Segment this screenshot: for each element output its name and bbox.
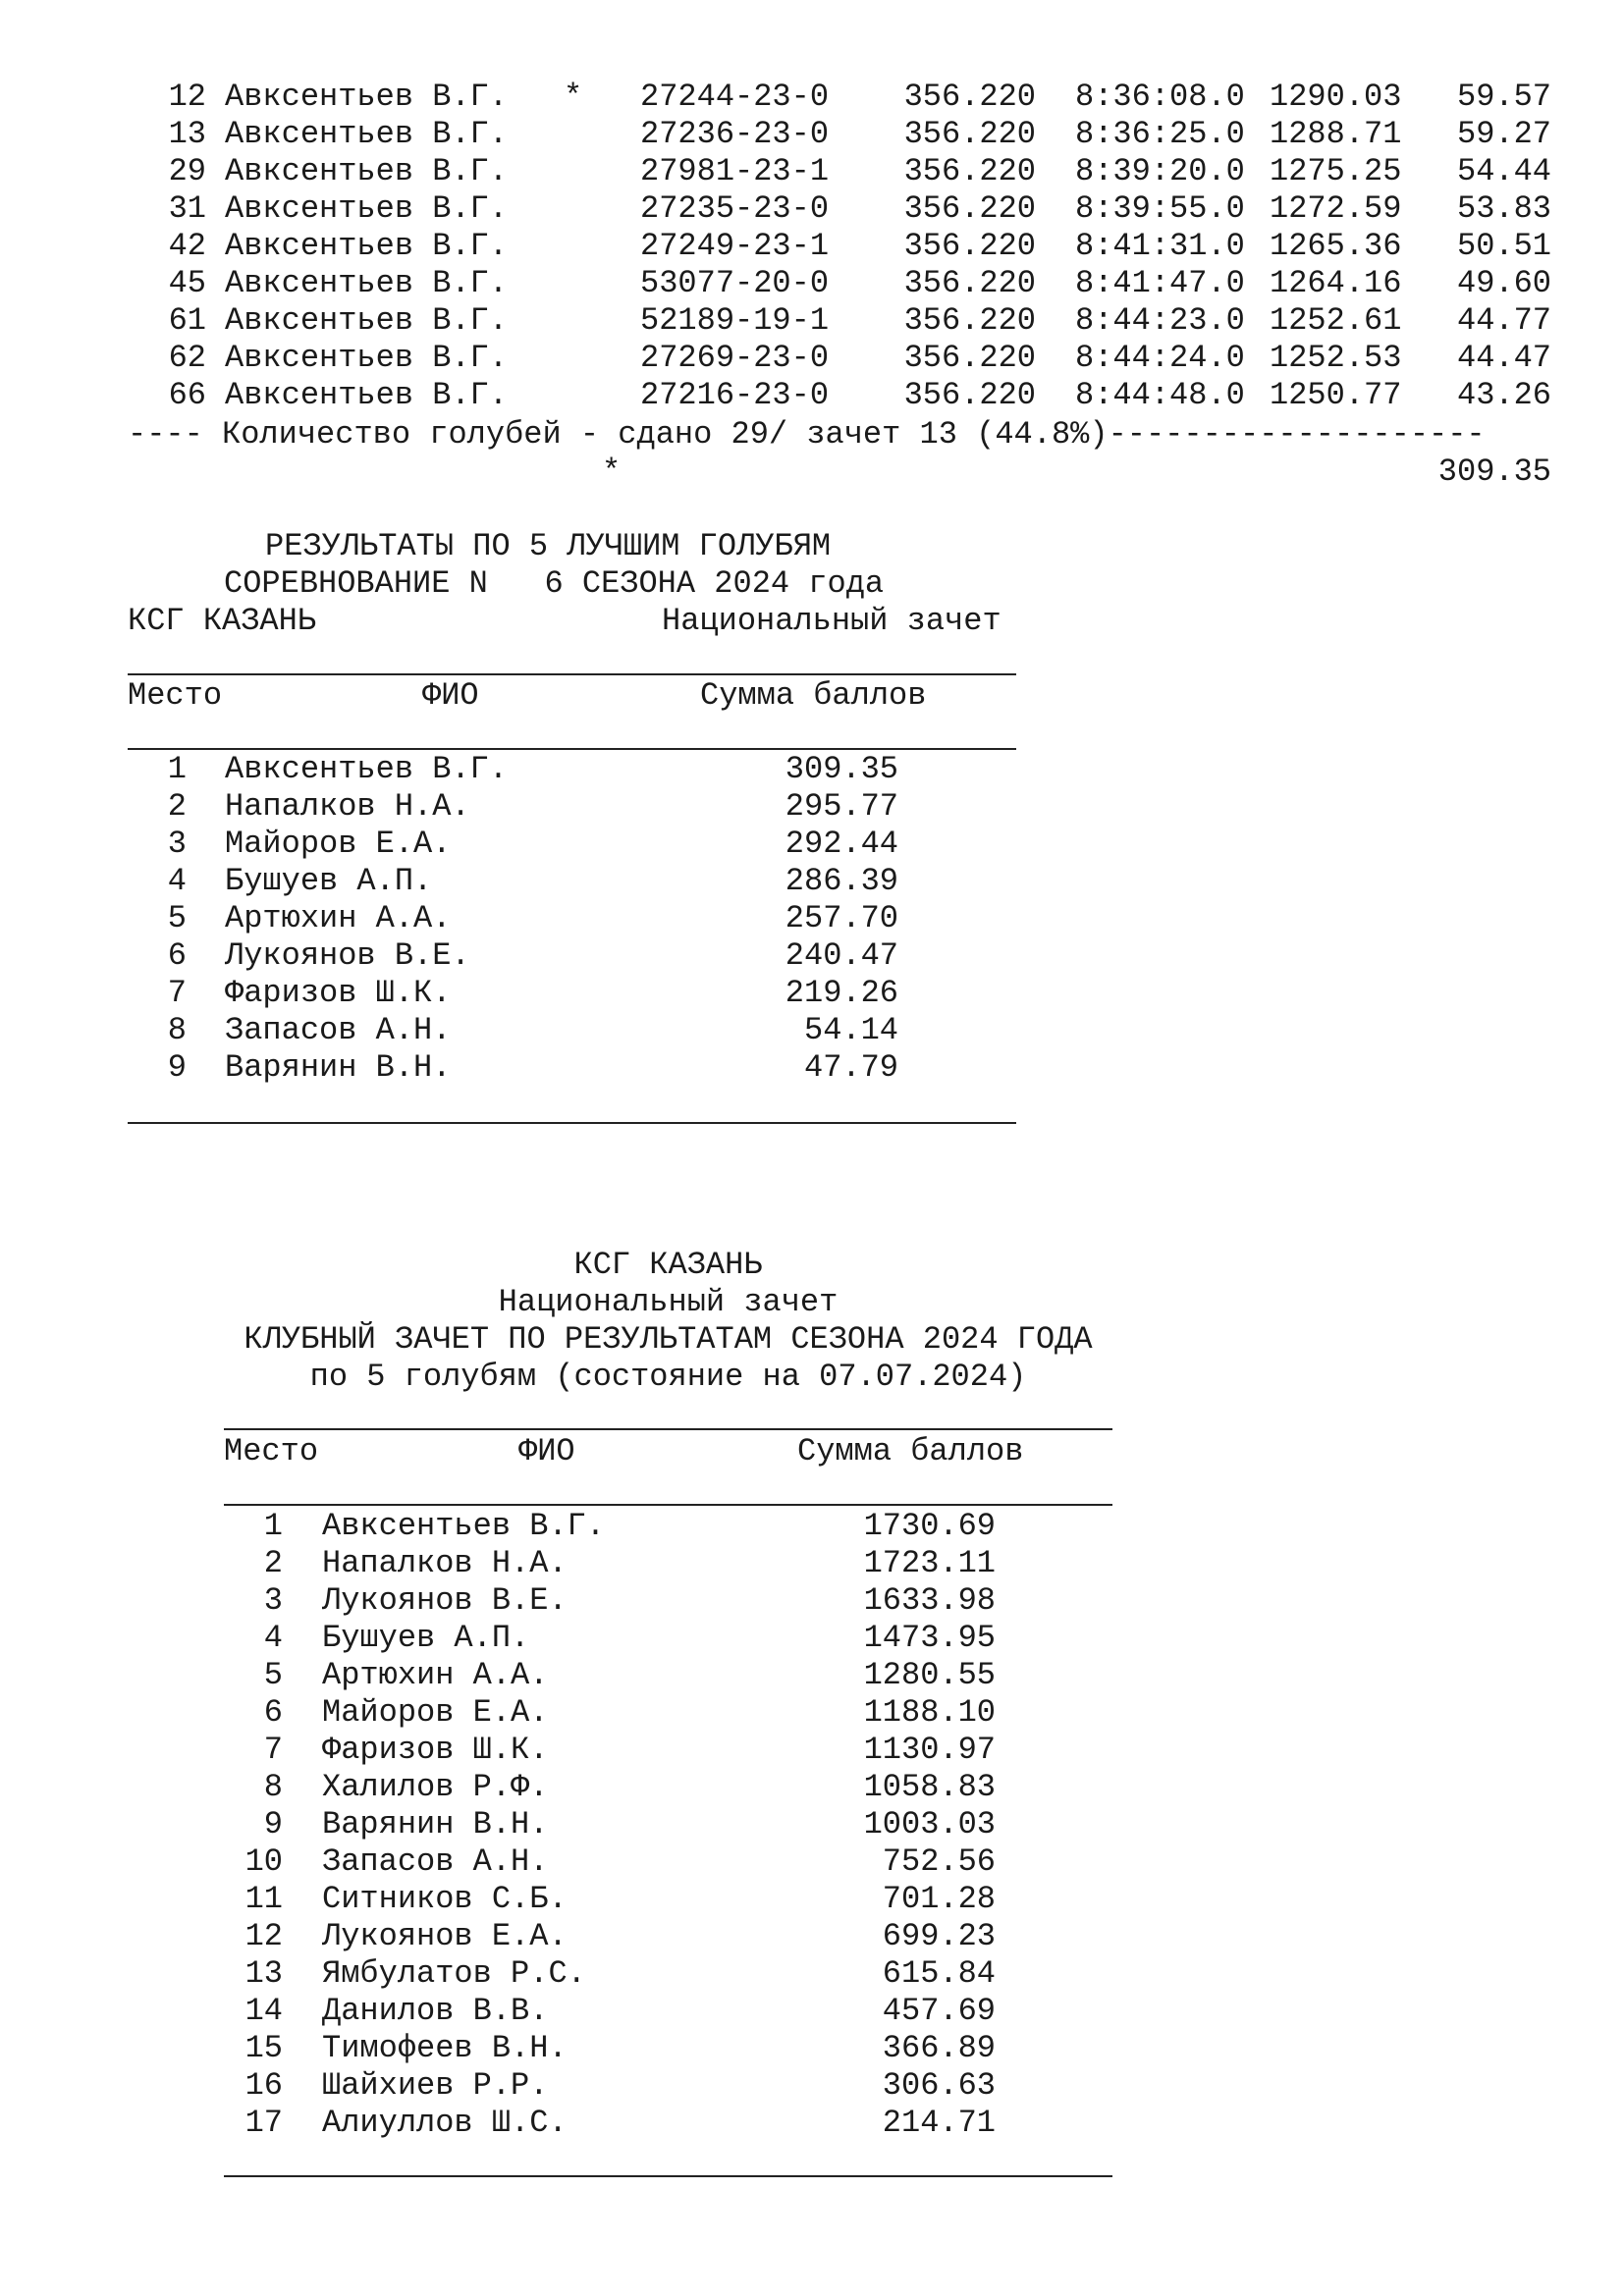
flight-row-points: 53.83 xyxy=(1456,190,1551,227)
section2-row-score: 699.23 xyxy=(882,1918,996,1954)
flight-row-number: 62 xyxy=(168,340,206,376)
section1-row-place: 5 xyxy=(167,900,187,936)
section2-row-name: Авксентьев В.Г. xyxy=(322,1508,606,1544)
section1-row-score: 295.77 xyxy=(785,788,898,825)
section2-row-score: 306.63 xyxy=(882,2067,996,2104)
flight-row-points: 43.26 xyxy=(1456,377,1551,413)
section2-row-score: 1473.95 xyxy=(863,1620,996,1656)
flight-row-name: Авксентьев В.Г. xyxy=(225,265,509,301)
flight-row-number: 29 xyxy=(168,153,206,189)
flight-row-distance: 356.220 xyxy=(903,79,1036,115)
flight-row-speed: 1265.36 xyxy=(1270,228,1402,264)
section2-row-score: 1058.83 xyxy=(863,1769,996,1805)
section2-row-place: 1 xyxy=(263,1508,283,1544)
section1-header-score: Сумма баллов xyxy=(700,677,927,714)
summary-star: * xyxy=(602,454,622,490)
section1-row-name: Бушуев А.П. xyxy=(225,863,433,899)
flight-row-distance: 356.220 xyxy=(903,302,1036,339)
section2-row-score: 1723.11 xyxy=(863,1545,996,1581)
section2-row-score: 1188.10 xyxy=(863,1694,996,1731)
flight-row-number: 66 xyxy=(168,377,206,413)
flight-row-name: Авксентьев В.Г. xyxy=(225,116,509,152)
flight-row-speed: 1250.77 xyxy=(1270,377,1402,413)
section2-row-place: 5 xyxy=(263,1657,283,1693)
flight-row-ring: 27235-23-0 xyxy=(640,190,830,227)
section1-row-name: Напалков Н.А. xyxy=(225,788,470,825)
section2-row-name: Лукоянов Е.А. xyxy=(322,1918,568,1954)
section2-subtitle: по 5 голубям (состояние на 07.07.2024) xyxy=(309,1359,1027,1395)
section2-row-score: 1633.98 xyxy=(863,1582,996,1619)
section1-row-place: 4 xyxy=(167,863,187,899)
section2-row-name: Лукоянов В.Е. xyxy=(322,1582,568,1619)
section2-row-score: 1280.55 xyxy=(863,1657,996,1693)
section2-top-rule xyxy=(224,1428,1112,1430)
section2-row-score: 1130.97 xyxy=(863,1732,996,1768)
flight-row-points: 44.77 xyxy=(1456,302,1551,339)
flight-row-name: Авксентьев В.Г. xyxy=(225,153,509,189)
section2-row-score: 457.69 xyxy=(882,1993,996,2029)
section2-row-score: 1003.03 xyxy=(863,1806,996,1842)
flight-row-distance: 356.220 xyxy=(903,153,1036,189)
flight-row-time: 8:41:47.0 xyxy=(1075,265,1245,301)
section2-row-place: 4 xyxy=(263,1620,283,1656)
section2-category: Национальный зачет xyxy=(498,1284,839,1320)
section2-row-place: 13 xyxy=(244,1955,283,1992)
flight-row-name: Авксентьев В.Г. xyxy=(225,340,509,376)
section1-row-place: 3 xyxy=(167,826,187,862)
section2-row-place: 14 xyxy=(244,1993,283,2029)
section1-row-name: Майоров Е.А. xyxy=(225,826,452,862)
section2-title: КЛУБНЫЙ ЗАЧЕТ ПО РЕЗУЛЬТАТАМ СЕЗОНА 2024 ГОДА xyxy=(244,1321,1093,1358)
section2-row-score: 214.71 xyxy=(882,2105,996,2141)
section1-row-name: Варянин В.Н. xyxy=(225,1049,452,1086)
section2-row-name: Тимофеев В.Н. xyxy=(322,2030,568,2066)
flight-row-distance: 356.220 xyxy=(903,228,1036,264)
section1-row-score: 286.39 xyxy=(785,863,898,899)
section1-row-score: 219.26 xyxy=(785,975,898,1011)
section2-row-place: 2 xyxy=(263,1545,283,1581)
section1-bottom-rule xyxy=(128,1122,1016,1124)
section1-row-place: 9 xyxy=(167,1049,187,1086)
section2-row-place: 3 xyxy=(263,1582,283,1619)
section2-bottom-rule xyxy=(224,2175,1112,2177)
flight-row-ring: 27236-23-0 xyxy=(640,116,830,152)
section1-row-score: 240.47 xyxy=(785,937,898,974)
section2-row-name: Запасов А.Н. xyxy=(322,1843,549,1880)
summary-line: ---- Количество голубей - сдано 29/ зачет 13 (44.8%)-------------------- xyxy=(128,416,1486,453)
section2-row-place: 9 xyxy=(263,1806,283,1842)
flight-row-ring: 53077-20-0 xyxy=(640,265,830,301)
section1-title: РЕЗУЛЬТАТЫ ПО 5 ЛУЧШИМ ГОЛУБЯМ xyxy=(265,528,832,564)
flight-row-time: 8:36:25.0 xyxy=(1075,116,1245,152)
flight-row-time: 8:44:24.0 xyxy=(1075,340,1245,376)
flight-row-points: 44.47 xyxy=(1456,340,1551,376)
section2-row-place: 16 xyxy=(244,2067,283,2104)
flight-row-number: 12 xyxy=(168,79,206,115)
section1-header-rule xyxy=(128,748,1016,750)
section1-row-name: Запасов А.Н. xyxy=(225,1012,452,1048)
flight-row-time: 8:39:55.0 xyxy=(1075,190,1245,227)
flight-row-mark: * xyxy=(564,79,583,115)
flight-row-points: 49.60 xyxy=(1456,265,1551,301)
flight-row-number: 13 xyxy=(168,116,206,152)
section2-club: КСГ КАЗАНЬ xyxy=(573,1247,763,1283)
flight-row-speed: 1275.25 xyxy=(1270,153,1402,189)
section2-row-score: 701.28 xyxy=(882,1881,996,1917)
section1-row-name: Авксентьев В.Г. xyxy=(225,751,509,787)
section1-row-place: 8 xyxy=(167,1012,187,1048)
section2-row-name: Ямбулатов Р.С. xyxy=(322,1955,586,1992)
section2-row-name: Напалков Н.А. xyxy=(322,1545,568,1581)
section2-header-rule xyxy=(224,1504,1112,1506)
section1-row-place: 1 xyxy=(167,751,187,787)
flight-row-distance: 356.220 xyxy=(903,116,1036,152)
flight-row-time: 8:44:48.0 xyxy=(1075,377,1245,413)
section2-row-score: 615.84 xyxy=(882,1955,996,1992)
flight-row-number: 31 xyxy=(168,190,206,227)
section2-row-place: 11 xyxy=(244,1881,283,1917)
section1-row-score: 47.79 xyxy=(803,1049,898,1086)
flight-row-number: 42 xyxy=(168,228,206,264)
flight-row-number: 61 xyxy=(168,302,206,339)
flight-row-distance: 356.220 xyxy=(903,340,1036,376)
flight-row-time: 8:36:08.0 xyxy=(1075,79,1245,115)
section1-row-place: 6 xyxy=(167,937,187,974)
section1-row-place: 7 xyxy=(167,975,187,1011)
flight-row-speed: 1288.71 xyxy=(1270,116,1402,152)
flight-row-time: 8:44:23.0 xyxy=(1075,302,1245,339)
section1-header-place: Место xyxy=(128,677,223,714)
flight-row-ring: 27981-23-1 xyxy=(640,153,830,189)
section1-row-name: Лукоянов В.Е. xyxy=(225,937,470,974)
section2-row-place: 17 xyxy=(244,2105,283,2141)
flight-row-speed: 1290.03 xyxy=(1270,79,1402,115)
flight-row-name: Авксентьев В.Г. xyxy=(225,190,509,227)
flight-row-name: Авксентьев В.Г. xyxy=(225,377,509,413)
section2-row-place: 8 xyxy=(263,1769,283,1805)
flight-row-distance: 356.220 xyxy=(903,377,1036,413)
section2-row-place: 10 xyxy=(244,1843,283,1880)
flight-row-ring: 27249-23-1 xyxy=(640,228,830,264)
section1-top-rule xyxy=(128,673,1016,675)
section2-header-place: Место xyxy=(224,1433,319,1469)
summary-total: 309.35 xyxy=(1437,454,1551,490)
flight-row-points: 59.57 xyxy=(1456,79,1551,115)
section1-row-score: 309.35 xyxy=(785,751,898,787)
flight-row-ring: 27269-23-0 xyxy=(640,340,830,376)
flight-row-ring: 27244-23-0 xyxy=(640,79,830,115)
section1-row-score: 257.70 xyxy=(785,900,898,936)
section2-row-name: Шайхиев Р.Р. xyxy=(322,2067,549,2104)
flight-row-ring: 27216-23-0 xyxy=(640,377,830,413)
flight-row-speed: 1272.59 xyxy=(1270,190,1402,227)
flight-row-points: 50.51 xyxy=(1456,228,1551,264)
section2-row-name: Варянин В.Н. xyxy=(322,1806,549,1842)
section1-row-score: 54.14 xyxy=(803,1012,898,1048)
flight-row-points: 54.44 xyxy=(1456,153,1551,189)
flight-row-time: 8:41:31.0 xyxy=(1075,228,1245,264)
section2-row-name: Данилов В.В. xyxy=(322,1993,549,2029)
section2-row-place: 12 xyxy=(244,1918,283,1954)
section2-row-score: 366.89 xyxy=(882,2030,996,2066)
flight-row-speed: 1252.61 xyxy=(1270,302,1402,339)
flight-row-speed: 1252.53 xyxy=(1270,340,1402,376)
section1-header-name: ФИО xyxy=(422,677,479,714)
flight-row-name: Авксентьев В.Г. xyxy=(225,302,509,339)
section2-row-name: Фаризов Ш.К. xyxy=(322,1732,549,1768)
flight-row-speed: 1264.16 xyxy=(1270,265,1402,301)
section1-row-score: 292.44 xyxy=(785,826,898,862)
flight-row-points: 59.27 xyxy=(1456,116,1551,152)
section2-row-place: 7 xyxy=(263,1732,283,1768)
section2-header-score: Сумма баллов xyxy=(797,1433,1024,1469)
flight-row-name: Авксентьев В.Г. xyxy=(225,228,509,264)
section2-row-name: Халилов Р.Ф. xyxy=(322,1769,549,1805)
section1-row-place: 2 xyxy=(167,788,187,825)
section2-row-name: Майоров Е.А. xyxy=(322,1694,549,1731)
section1-category: Национальный зачет xyxy=(662,603,1001,639)
flight-row-number: 45 xyxy=(168,265,206,301)
flight-row-ring: 52189-19-1 xyxy=(640,302,830,339)
section1-club: КСГ КАЗАНЬ xyxy=(128,603,317,639)
section1-subtitle: СОРЕВНОВАНИЕ N 6 СЕЗОНА 2024 года xyxy=(224,565,885,602)
section1-row-name: Артюхин А.А. xyxy=(225,900,452,936)
section2-row-name: Ситников С.Б. xyxy=(322,1881,568,1917)
section2-row-name: Артюхин А.А. xyxy=(322,1657,549,1693)
flight-row-time: 8:39:20.0 xyxy=(1075,153,1245,189)
section2-row-place: 6 xyxy=(263,1694,283,1731)
flight-row-distance: 356.220 xyxy=(903,190,1036,227)
flight-row-name: Авксентьев В.Г. xyxy=(225,79,509,115)
section1-row-name: Фаризов Ш.К. xyxy=(225,975,452,1011)
section2-row-score: 1730.69 xyxy=(863,1508,996,1544)
section2-row-score: 752.56 xyxy=(882,1843,996,1880)
section2-row-name: Бушуев А.П. xyxy=(322,1620,530,1656)
section2-row-place: 15 xyxy=(244,2030,283,2066)
flight-row-distance: 356.220 xyxy=(903,265,1036,301)
section2-row-name: Алиуллов Ш.С. xyxy=(322,2105,568,2141)
section2-header-name: ФИО xyxy=(518,1433,575,1469)
